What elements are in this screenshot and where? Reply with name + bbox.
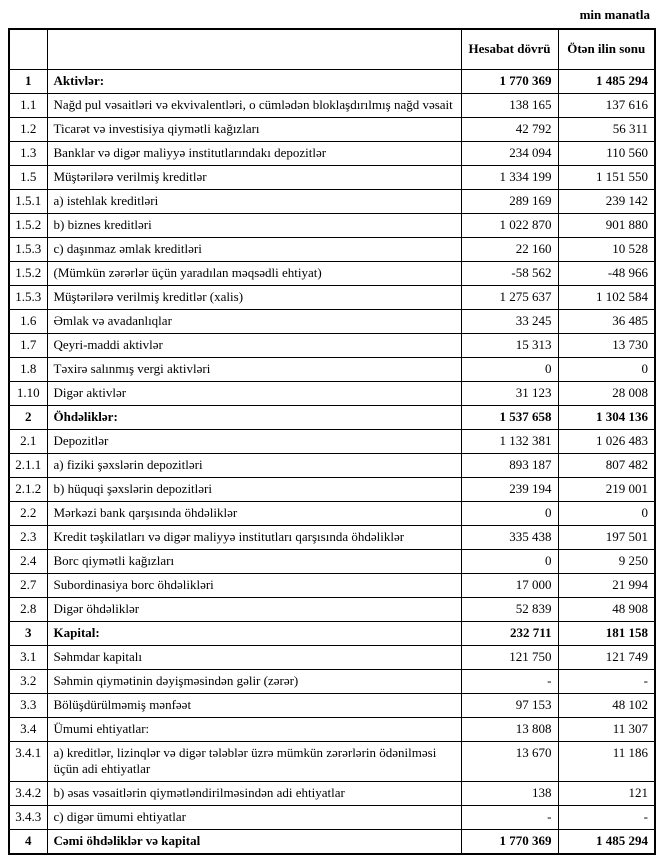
row-label: b) hüquqi şəxslərin depozitləri	[47, 477, 461, 501]
value-current: 0	[461, 357, 558, 381]
row-label: Ümumi ehtiyatlar:	[47, 717, 461, 741]
value-current: 232 711	[461, 621, 558, 645]
value-previous: 1 485 294	[558, 69, 655, 93]
value-current: 138 165	[461, 93, 558, 117]
value-current: 13 808	[461, 717, 558, 741]
row-label: Qeyri-maddi aktivlər	[47, 333, 461, 357]
value-current: 1 022 870	[461, 213, 558, 237]
value-previous: 1 026 483	[558, 429, 655, 453]
row-label: Müştərilərə verilmiş kreditlər	[47, 165, 461, 189]
value-previous: 181 158	[558, 621, 655, 645]
row-number: 1	[9, 69, 47, 93]
row-label: Depozitlər	[47, 429, 461, 453]
table-row	[9, 117, 655, 141]
value-current: -58 562	[461, 261, 558, 285]
value-previous: 28 008	[558, 381, 655, 405]
value-previous: -48 966	[558, 261, 655, 285]
value-previous: 121 749	[558, 645, 655, 669]
value-previous: 0	[558, 357, 655, 381]
table-row	[9, 806, 655, 830]
table-row	[9, 141, 655, 165]
row-number: 2.1	[9, 429, 47, 453]
row-label: Öhdəliklər:	[47, 405, 461, 429]
value-current: 1 537 658	[461, 405, 558, 429]
header-number-column	[9, 29, 47, 69]
row-number: 3.4.3	[9, 806, 47, 830]
row-label: Banklar və digər maliyyə institutlarındakı depozitlər	[47, 141, 461, 165]
table-row	[9, 237, 655, 261]
table-row	[9, 525, 655, 549]
value-current: 17 000	[461, 573, 558, 597]
value-previous: 901 880	[558, 213, 655, 237]
value-previous: 10 528	[558, 237, 655, 261]
row-label: c) daşınmaz əmlak kreditləri	[47, 237, 461, 261]
table-row	[9, 597, 655, 621]
row-number: 1.8	[9, 357, 47, 381]
value-previous: -	[558, 806, 655, 830]
value-previous: 13 730	[558, 333, 655, 357]
value-previous: 1 485 294	[558, 830, 655, 854]
row-label: Borc qiymətli kağızları	[47, 549, 461, 573]
value-current: 1 275 637	[461, 285, 558, 309]
table-row	[9, 573, 655, 597]
row-number: 1.5	[9, 165, 47, 189]
row-label: a) istehlak kreditləri	[47, 189, 461, 213]
header-previous-period: Ötən ilin sonu	[558, 29, 655, 69]
row-label: Kredit təşkilatları və digər maliyyə institutları qarşısında öhdəliklər	[47, 525, 461, 549]
value-previous: 1 304 136	[558, 405, 655, 429]
value-previous: 11 186	[558, 741, 655, 782]
value-previous: 239 142	[558, 189, 655, 213]
value-current: 239 194	[461, 477, 558, 501]
table-row	[9, 741, 655, 782]
value-previous: 807 482	[558, 453, 655, 477]
row-number: 2.8	[9, 597, 47, 621]
value-current: 0	[461, 501, 558, 525]
row-label: Aktivlər:	[47, 69, 461, 93]
table-row	[9, 357, 655, 381]
row-number: 1.5.2	[9, 261, 47, 285]
row-label: Nağd pul vəsaitləri və ekvivalentləri, o cümlədən bloklaşdırılmış nağd vəsait	[47, 93, 461, 117]
table-row	[9, 830, 655, 854]
value-current: 52 839	[461, 597, 558, 621]
row-label: Səhmdar kapitalı	[47, 645, 461, 669]
balance-sheet-table	[8, 28, 656, 855]
table-row	[9, 782, 655, 806]
value-previous: -	[558, 669, 655, 693]
row-label: a) kreditlər, lizinqlər və digər tələblər üzrə mümkün zərərlərin ödənilməsi üçün adi ehtiyatlar	[47, 741, 461, 782]
row-number: 2.7	[9, 573, 47, 597]
row-number: 2.1.1	[9, 453, 47, 477]
value-previous: 137 616	[558, 93, 655, 117]
row-number: 3.4	[9, 717, 47, 741]
value-current: 31 123	[461, 381, 558, 405]
table-row	[9, 453, 655, 477]
row-number: 1.5.2	[9, 213, 47, 237]
value-current: 1 334 199	[461, 165, 558, 189]
table-row	[9, 477, 655, 501]
row-label: b) biznes kreditləri	[47, 213, 461, 237]
row-label: Mərkəzi bank qarşısında öhdəliklər	[47, 501, 461, 525]
row-number: 1.10	[9, 381, 47, 405]
table-row	[9, 189, 655, 213]
row-number: 4	[9, 830, 47, 854]
header-row	[9, 29, 655, 69]
row-number: 3.2	[9, 669, 47, 693]
row-label: Digər öhdəliklər	[47, 597, 461, 621]
table-row	[9, 333, 655, 357]
table-header	[9, 29, 655, 69]
row-label: Digər aktivlər	[47, 381, 461, 405]
value-current: 13 670	[461, 741, 558, 782]
row-number: 1.5.3	[9, 285, 47, 309]
row-label: b) əsas vəsaitlərin qiymətləndirilməsindən adi ehtiyatlar	[47, 782, 461, 806]
row-label: a) fiziki şəxslərin depozitləri	[47, 453, 461, 477]
row-number: 1.2	[9, 117, 47, 141]
row-number: 1.3	[9, 141, 47, 165]
row-number: 2.3	[9, 525, 47, 549]
row-number: 1.5.3	[9, 237, 47, 261]
row-label: Əmlak və avadanlıqlar	[47, 309, 461, 333]
value-previous: 11 307	[558, 717, 655, 741]
row-label: (Mümkün zərərlər üçün yaradılan məqsədli ehtiyat)	[47, 261, 461, 285]
row-number: 1.5.1	[9, 189, 47, 213]
value-current: 1 132 381	[461, 429, 558, 453]
table-row	[9, 405, 655, 429]
row-label: c) digər ümumi ehtiyatlar	[47, 806, 461, 830]
value-current: 22 160	[461, 237, 558, 261]
value-current: -	[461, 806, 558, 830]
table-row	[9, 261, 655, 285]
value-current: 15 313	[461, 333, 558, 357]
table-row	[9, 165, 655, 189]
value-current: 335 438	[461, 525, 558, 549]
value-previous: 9 250	[558, 549, 655, 573]
table-body	[9, 69, 655, 854]
row-label: Ticarət və investisiya qiymətli kağızları	[47, 117, 461, 141]
row-number: 1.7	[9, 333, 47, 357]
row-label: Bölüşdürülməmiş mənfəət	[47, 693, 461, 717]
value-previous: 21 994	[558, 573, 655, 597]
row-number: 2.1.2	[9, 477, 47, 501]
value-current: 289 169	[461, 189, 558, 213]
row-number: 1.1	[9, 93, 47, 117]
value-current: 138	[461, 782, 558, 806]
row-number: 2	[9, 405, 47, 429]
value-current: 97 153	[461, 693, 558, 717]
row-label: Cəmi öhdəliklər və kapital	[47, 830, 461, 854]
table-row	[9, 693, 655, 717]
row-label: Müştərilərə verilmiş kreditlər (xalis)	[47, 285, 461, 309]
table-row	[9, 69, 655, 93]
table-row	[9, 213, 655, 237]
value-previous: 36 485	[558, 309, 655, 333]
row-label: Subordinasiya borc öhdəlikləri	[47, 573, 461, 597]
value-previous: 48 102	[558, 693, 655, 717]
table-row	[9, 621, 655, 645]
header-label-column	[47, 29, 461, 69]
value-current: 893 187	[461, 453, 558, 477]
row-number: 3.4.1	[9, 741, 47, 782]
row-label: Təxirə salınmış vergi aktivləri	[47, 357, 461, 381]
value-previous: 1 102 584	[558, 285, 655, 309]
value-current: 1 770 369	[461, 69, 558, 93]
row-label: Səhmin qiymətinin dəyişməsindən gəlir (zərər)	[47, 669, 461, 693]
row-number: 1.6	[9, 309, 47, 333]
value-previous: 0	[558, 501, 655, 525]
unit-note: min manatla	[579, 7, 650, 22]
row-label: Kapital:	[47, 621, 461, 645]
value-previous: 1 151 550	[558, 165, 655, 189]
value-current: 42 792	[461, 117, 558, 141]
value-previous: 219 001	[558, 477, 655, 501]
value-current: 33 245	[461, 309, 558, 333]
table-row	[9, 645, 655, 669]
value-previous: 197 501	[558, 525, 655, 549]
value-current: -	[461, 669, 558, 693]
row-number: 3.4.2	[9, 782, 47, 806]
value-previous: 48 908	[558, 597, 655, 621]
header-current-period: Hesabat dövrü	[461, 29, 558, 69]
value-previous: 121	[558, 782, 655, 806]
table-row	[9, 285, 655, 309]
row-number: 2.4	[9, 549, 47, 573]
table-row	[9, 669, 655, 693]
row-number: 2.2	[9, 501, 47, 525]
table-row	[9, 93, 655, 117]
value-current: 1 770 369	[461, 830, 558, 854]
value-current: 121 750	[461, 645, 558, 669]
row-number: 3	[9, 621, 47, 645]
value-previous: 110 560	[558, 141, 655, 165]
value-current: 0	[461, 549, 558, 573]
table-row	[9, 429, 655, 453]
value-current: 234 094	[461, 141, 558, 165]
value-previous: 56 311	[558, 117, 655, 141]
table-row	[9, 381, 655, 405]
table-row	[9, 549, 655, 573]
row-number: 3.3	[9, 693, 47, 717]
table-row	[9, 309, 655, 333]
table-row	[9, 501, 655, 525]
table-row	[9, 717, 655, 741]
row-number: 3.1	[9, 645, 47, 669]
